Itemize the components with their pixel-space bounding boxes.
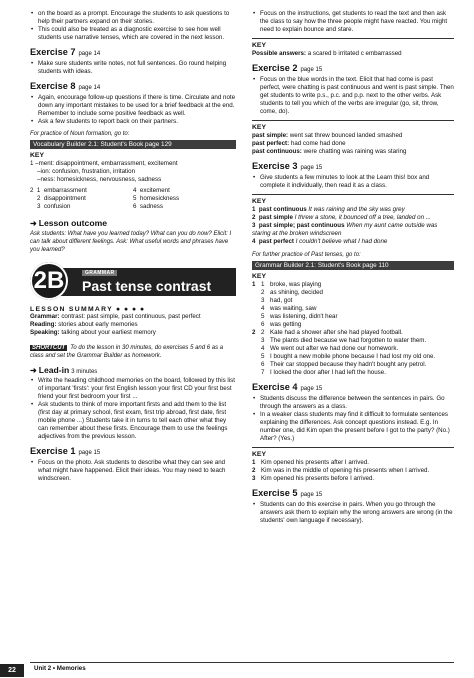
key-line: 2 as shining, decided xyxy=(261,289,323,296)
key-line: 7 I locked the door after I had left the house. xyxy=(261,369,386,376)
exercise-4-bullets xyxy=(252,395,454,443)
shortcut-note: SHORTCUT To do the lesson in 30 minutes, do exercises 5 and 6 as a class and set the Grammar Builder as homework. xyxy=(30,345,224,359)
exercise-3-bullets xyxy=(252,174,454,190)
key-line: 4 was waiting, saw xyxy=(261,305,317,312)
list-item: • Give students a few minutes to look at the Learn this! box and complete it individually, then read it as a class. xyxy=(252,174,454,190)
exercise-5-heading: Exercise 5 page 15 xyxy=(252,488,323,498)
list-item: • This could also be treated as a diagnostic exercise to see how well students use narrative tenses, which are covered in the next lesson. xyxy=(30,26,236,42)
lead-in-heading: ➜ Lead-in 3 minutes xyxy=(30,365,98,375)
key-line: 3 Kim opened his presents before I arrived. xyxy=(252,475,375,482)
lesson-summary-heading: LESSON SUMMARY ● ● ● ● xyxy=(30,306,146,313)
divider xyxy=(252,120,454,121)
list-item: • In a weaker class students may find it difficult to formulate sentences explaining the differences. Ask concept questions instead. E.g. In number one, did Kim open the present before I got to the party? (No.) After? (Yes.) xyxy=(252,411,454,443)
key-line: 4 We went out after we had done our homework. xyxy=(261,345,399,352)
key-list xyxy=(252,281,454,377)
practice-note: For practice of Noun formation, go to: xyxy=(30,131,130,137)
key-line: 3 The plants died because we had forgotten to water them. xyxy=(261,337,427,344)
intro-bullets xyxy=(30,10,236,42)
list-item: • Write the heading childhood memories on the board, followed by this list of important 'firsts': your first English lesson your first CD your first best friend your first bedroom your first ... xyxy=(30,377,236,401)
practice-note: For further practice of Past tenses, go to: xyxy=(252,252,361,258)
list-item: • Make sure students write notes, not full sentences. Go round helping students with ideas. xyxy=(30,60,236,76)
key-line: –ness: homesickness, nervousness, sadness xyxy=(37,176,162,183)
summary-line: Grammar: contrast: past simple, past continuous, past perfect xyxy=(30,313,201,320)
key-line: 6 was getting xyxy=(261,321,302,328)
key-list xyxy=(252,459,454,483)
key-answer: 6 sadness xyxy=(133,203,163,210)
key-line: 4 past perfect I couldn't believe what I had done xyxy=(252,238,388,245)
lesson-outcome-heading: ➜ Lesson outcome xyxy=(30,218,107,228)
key-heading: KEY xyxy=(252,124,266,131)
key-line: past simple: went sat threw bounced landed smashed xyxy=(252,132,403,139)
summary-line: Reading: stories about early memories xyxy=(30,321,138,328)
key-answer: 5 homesickness xyxy=(133,195,180,202)
list-item: • Ask a few students to report back on their partners. xyxy=(30,118,236,126)
grammar-tag: GRAMMAR xyxy=(82,270,117,276)
exercise-4-heading: Exercise 4 page 15 xyxy=(252,382,323,392)
list-item: • Students can do this exercise in pairs. When you go through the answers ask them to explain why the wrong answers are wrong (in the students' own language if necessary). xyxy=(252,501,454,525)
key-line: 6 Their car stopped because they hadn't bought any petrol. xyxy=(261,361,427,368)
key-line: 1 Kim opened his presents after I arrived. xyxy=(252,459,369,466)
key-answers-grid xyxy=(30,187,236,211)
exercise-7-bullets xyxy=(30,60,236,76)
vocabulary-builder-reference: Vocabulary Builder 2.1: Student's Book page 129 xyxy=(30,140,236,149)
lesson-banner xyxy=(30,262,236,300)
exercise-7-heading: Exercise 7 page 14 xyxy=(30,47,101,57)
lesson-title: Past tense contrast xyxy=(82,278,212,294)
list-item: • Again, encourage follow-up questions if there is time. Circulate and note down any important mistakes to be used for a brief feedback at the end. Remember to include some positive feedback as well. xyxy=(30,94,236,118)
exercise-5-bullets xyxy=(252,501,454,525)
arrow-icon: ➜ xyxy=(30,219,37,228)
divider xyxy=(252,447,454,448)
key-line: 3 had, got xyxy=(261,297,293,304)
key-line: past perfect: had come had done xyxy=(252,140,346,147)
intro-bullets xyxy=(252,10,454,34)
key-line: 3 past simple; past continuous When my aunt came outside was staring at the broken windscreen xyxy=(252,222,438,237)
key-line: Possible answers: a scared b irritated c embarrassed xyxy=(252,50,402,57)
shortcut-tag: SHORTCUT xyxy=(32,345,66,351)
list-item: • Focus on the blue words in the text. Elicit that had come is past perfect, were chatting is past continuous and went is past simple. Then get students to write p.s., p.c. and p.p. next to the other verbs. Ask students to tell you which of the verbs are irregular (go, sit, throw, come, do). xyxy=(252,76,454,116)
list-item: • Students discuss the difference between the sentences in pairs. Go through the answers as a class. xyxy=(252,395,454,411)
key-heading: KEY xyxy=(30,152,44,159)
key-line: 2 2 Kate had a shower after she had played football. xyxy=(252,329,403,336)
key-line: 1 –ment: disappointment, embarrassment, excitement xyxy=(30,160,178,167)
key-line: –ion: confusion, frustration, irritation xyxy=(37,168,136,175)
exercise-2-heading: Exercise 2 page 15 xyxy=(252,63,323,73)
key-heading: KEY xyxy=(252,273,266,280)
footer-divider xyxy=(30,662,454,663)
dots-icon: ● ● ● ● xyxy=(115,306,146,313)
divider xyxy=(252,194,454,195)
key-answer: 4 excitement xyxy=(133,187,170,194)
lesson-code-badge: 2B xyxy=(30,262,68,300)
list-item: • Focus on the photo. Ask students to describe what they can see and what might have happened. Elicit their ideas. You may need to teach windscreen. xyxy=(30,459,236,483)
key-heading: KEY xyxy=(252,198,266,205)
arrow-icon: ➜ xyxy=(30,366,37,375)
key-heading: KEY xyxy=(252,451,266,458)
key-line: past continuous: were chatting was raining was staring xyxy=(252,148,407,155)
key-answer: 2 1 embarrassment xyxy=(30,187,87,194)
key-line: 5 was listening, didn't hear xyxy=(261,313,338,320)
key-line: 1 past continuous It was raining and the sky was grey xyxy=(252,206,405,213)
page-footer xyxy=(0,662,474,678)
key-line: 2 Kim was in the middle of opening his presents when I arrived. xyxy=(252,467,430,474)
exercise-2-bullets xyxy=(252,76,454,116)
divider xyxy=(252,38,454,39)
grammar-builder-reference: Grammar Builder 2.1: Student's Book page 110 xyxy=(252,261,454,270)
key-line: 2 past simple I threw a stone, it bounced off a tree, landed on ... xyxy=(252,214,431,221)
list-item: • Ask students to think of more important firsts and add them to the list (first day at primary school, first exam, first trip abroad, first date, first mobile phone ...) Students take it in turns to tell each other what they can remember about these firsts. Encourage them to use the feelings adjectives from the previous lesson. xyxy=(30,401,236,441)
left-column xyxy=(30,10,236,483)
lead-in-bullets xyxy=(30,377,236,441)
key-line: 1 1 broke, was playing xyxy=(252,281,322,288)
summary-line: Speaking: talking about your earliest memory xyxy=(30,329,156,336)
key-heading: KEY xyxy=(252,42,266,49)
key-answer: 2 disappointment xyxy=(37,195,86,202)
right-column xyxy=(252,10,454,525)
exercise-1-bullets xyxy=(30,459,236,483)
exercise-8-bullets xyxy=(30,94,236,126)
list-item: • on the board as a prompt. Encourage the students to ask questions to help their partners expand on their stories. xyxy=(30,10,236,26)
page-number: 22 xyxy=(0,664,24,677)
key-answer: 3 confusion xyxy=(37,203,71,210)
list-item: • Focus on the instructions, get students to read the text and then ask the class to say how the three people might have reacted. You might need to explain bounce and stare. xyxy=(252,10,454,34)
unit-label: Unit 2 • Memories xyxy=(34,665,86,672)
exercise-1-heading: Exercise 1 page 15 xyxy=(30,446,101,456)
key-line: 5 I bought a new mobile phone because I had lost my old one. xyxy=(261,353,436,360)
exercise-3-heading: Exercise 3 page 15 xyxy=(252,161,323,171)
exercise-8-heading: Exercise 8 page 14 xyxy=(30,81,101,91)
lesson-outcome-text: Ask students: What have you learned today? What can you do now? Elicit: I can talk about different feelings. Ask: What useful words and phrases have you learned? xyxy=(30,231,232,253)
